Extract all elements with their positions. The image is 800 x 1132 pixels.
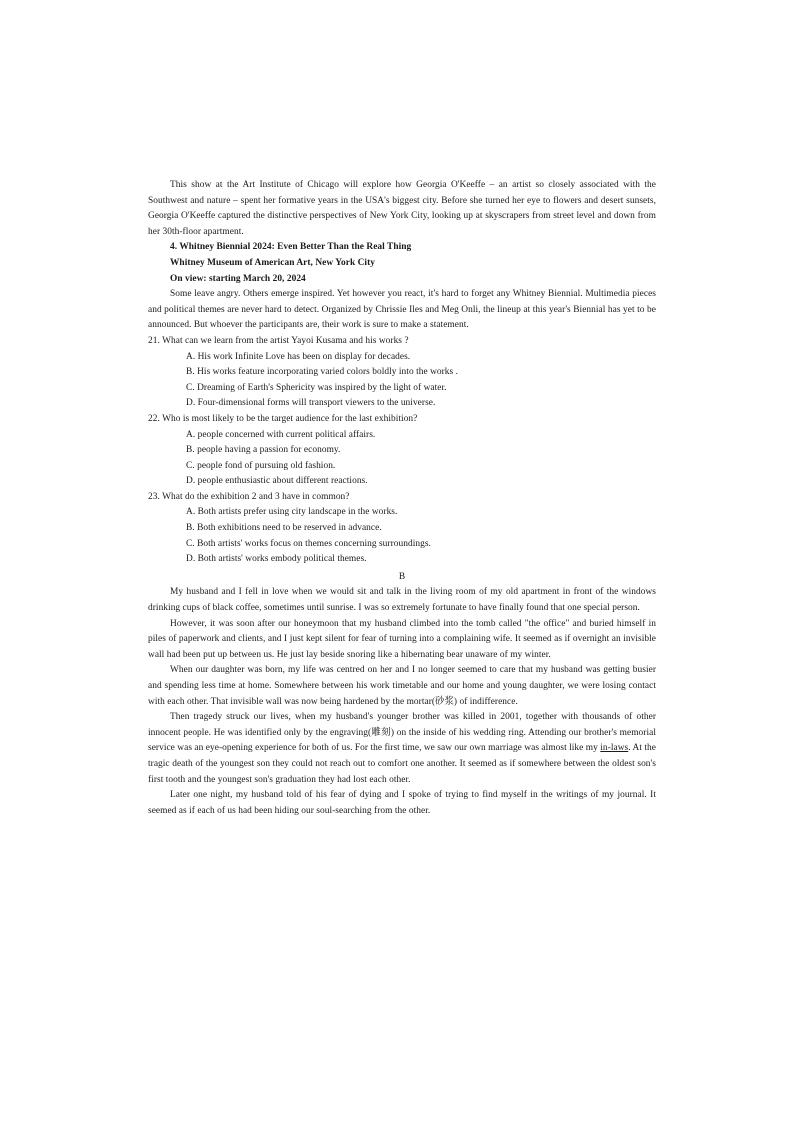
- passage-b-paragraph-5: Later one night, my husband told of his fear of dying and I spoke of trying to find myself in the writings of my journal. It seemed as if each of us had been hiding our soul-searching from the other.: [148, 790, 656, 816]
- passage-b-paragraph-3: When our daughter was born, my life was centred on her and I no longer seemed to care that my husband was getting busier and spending less time at home. Somewhere between his work timetable and our home and young daughter, we were losing contact with each other. That invisible wall was now being hardened by the mortar(砂浆) of indifference.: [148, 665, 656, 707]
- section-b-heading: B: [398, 571, 406, 582]
- underlined-word-in-laws: in-laws: [600, 743, 629, 754]
- question-22: [148, 412, 656, 490]
- question-21: [148, 334, 656, 412]
- okeeffe-paragraph: This show at the Art Institute of Chicago will explore how Georgia O'Keeffe – an artist so closely associated with the Southwest and nature – spent her formative years in the USA's biggest city. Before she turned her eye to flowers and desert sunsets, Georgia O'Keeffe captured the distinctive perspectives of New York City, looking up at skyscrapers from street level and down from her 30th-floor apartment.: [148, 180, 656, 237]
- passage-b-paragraph-4: [148, 710, 656, 788]
- question-23: [148, 490, 656, 568]
- page-content: [148, 178, 656, 819]
- paragraph-4-text-start: Then tragedy struck our lives, when my husband's younger brother was killed in 2001, together with thousands of other innocent people. He was identified only by the engraving(雕刻) on the inside of his wedding ring. Attending our brother's memorial service was an eye-opening experience for both of us. For the first time, we saw our own marriage was almost like my: [148, 712, 656, 754]
- question-stem: 23. What do the exhibition 2 and 3 have in common?: [148, 491, 350, 502]
- option-a: A. Both artists prefer using city landscape in the works.: [186, 507, 398, 518]
- question-stem: 22. Who is most likely to be the target audience for the last exhibition?: [148, 413, 418, 424]
- option-c: C. people fond of pursuing old fashion.: [186, 460, 336, 471]
- option-b: B. Both exhibitions need to be reserved in advance.: [186, 523, 382, 534]
- exhibit-4-dates: On view: starting March 20, 2024: [170, 273, 306, 284]
- option-a: A. His work Infinite Love has been on display for decades.: [186, 351, 411, 362]
- exhibit-4-venue: Whitney Museum of American Art, New York City: [170, 257, 375, 268]
- option-c: C. Dreaming of Earth's Sphericity was inspired by the light of water.: [186, 382, 447, 393]
- passage-b-paragraph-1: My husband and I fell in love when we would sit and talk in the living room of my old apartment in front of the windows drinking cups of black coffee, sometimes until sunrise. I was so extremely fortunate to have finally found that one special person.: [148, 587, 656, 614]
- passage-b-paragraph-2: However, it was soon after our honeymoon that my husband climbed into the tomb called "the office" and buried himself in piles of paperwork and clients, and I just kept silent for fear of turning into a complaining wife. It seemed as if overnight an invisible wall had been put up between us. He just lay beside snoring like a hibernating bear unaware of my winter.: [148, 618, 656, 660]
- exhibit-4-description: Some leave angry. Others emerge inspired. Yet however you react, it's hard to forget any Whitney Biennial. Multimedia pieces and political themes are never hard to detect. Organized by Chrissie Iles and Meg Onli, the lineup at this year's Biennial has yet to be announced. But whoever the participants are, their work is sure to make a statement.: [148, 289, 656, 331]
- paragraph-4-text-end: . At the tragic death of the youngest son they could not reach out to comfort one another. It seemed as if somewhere between the oldest son's first tooth and the youngest son's graduation they had lost each other.: [148, 743, 656, 785]
- option-d: D. people enthusiastic about different reactions.: [186, 476, 368, 487]
- option-d: D. Four-dimensional forms will transport viewers to the universe.: [186, 398, 436, 409]
- question-stem: 21. What can we learn from the artist Yayoi Kusama and his works ?: [148, 335, 409, 346]
- option-d: D. Both artists' works embody political themes.: [186, 554, 367, 565]
- option-a: A. people concerned with current political affairs.: [186, 429, 376, 440]
- option-b: B. His works feature incorporating varied colors boldly into the works .: [186, 367, 459, 378]
- option-b: B. people having a passion for economy.: [186, 445, 341, 456]
- exhibit-4-title: 4. Whitney Biennial 2024: Even Better Than the Real Thing: [170, 242, 412, 253]
- option-c: C. Both artists' works focus on themes concerning surroundings.: [186, 538, 431, 549]
